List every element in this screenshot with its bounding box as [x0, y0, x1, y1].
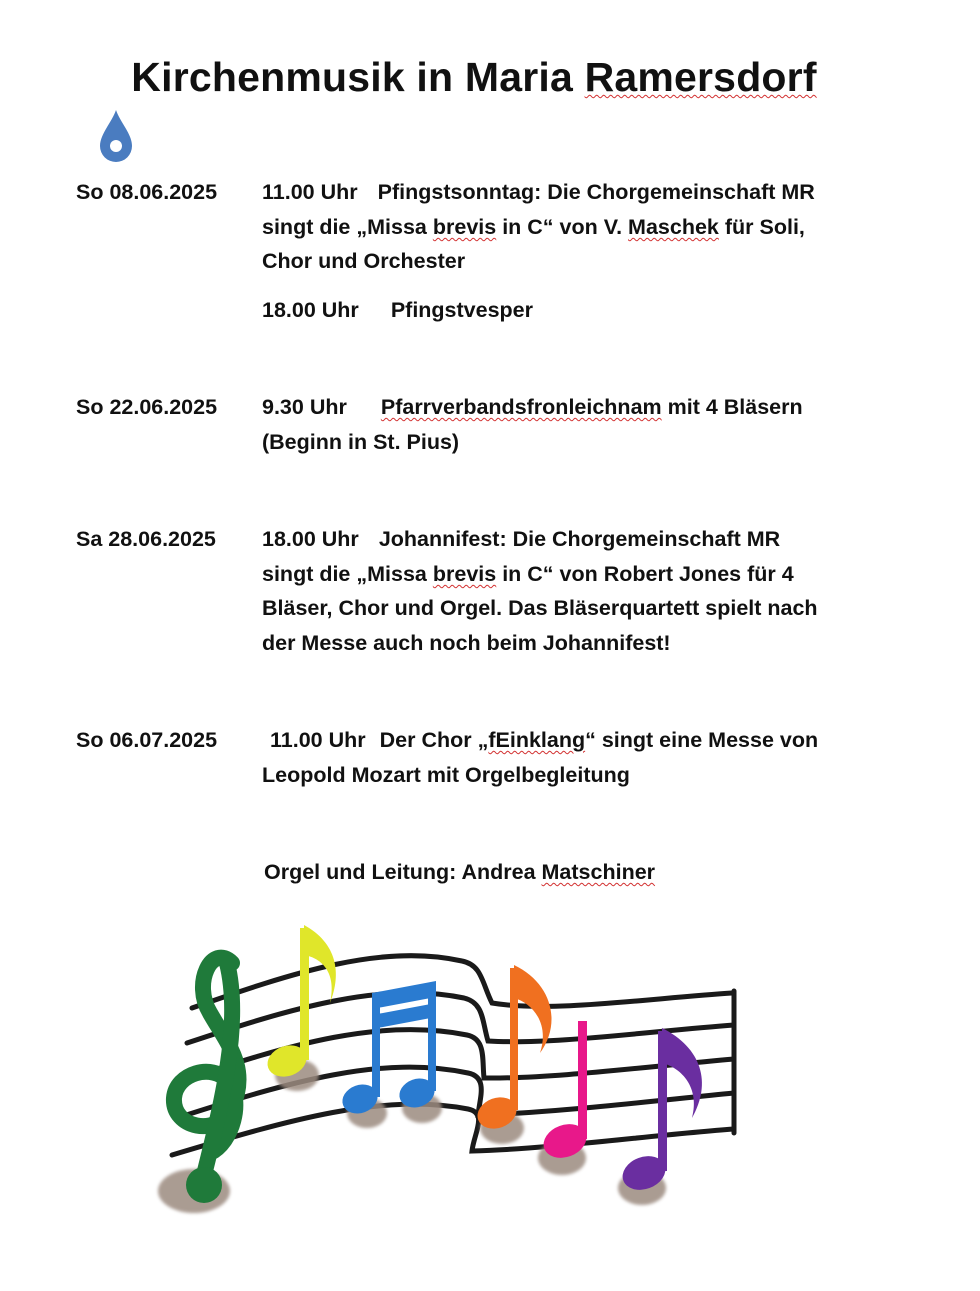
- event-line: 18.00 Uhr Johannifest: Die Chorgemeinschaft MR: [262, 527, 781, 551]
- event-line: singt die „Missa brevis in C“ von Robert Jones für 4: [262, 562, 794, 586]
- event-line: Bläser, Chor und Orgel. Das Bläserquartett spielt nach: [262, 596, 818, 620]
- event-line: 18.00 Uhr Pfingstvesper: [262, 298, 533, 322]
- event-line: Chor und Orchester: [262, 249, 466, 273]
- event-line: der Messe auch noch beim Johannifest!: [262, 631, 671, 655]
- event-date: Sa 28.06.2025: [76, 527, 216, 551]
- event-line: 9.30 Uhr Pfarrverbandsfronleichnam mit 4 Bläsern: [262, 395, 803, 419]
- event-line: 11.00 Uhr Pfingstsonntag: Die Chorgemeinschaft MR: [262, 180, 815, 204]
- event-line: (Beginn in St. Pius): [262, 430, 460, 454]
- event-date: So 06.07.2025: [76, 728, 218, 752]
- footer-credit: Orgel und Leitung: Andrea Matschiner: [264, 860, 656, 884]
- page-title: Kirchenmusik in Maria Ramersdorf: [131, 54, 817, 100]
- event-line: 11.00 Uhr Der Chor „fEinklang“ singt eine Messe von: [270, 728, 819, 752]
- event-line: singt die „Missa brevis in C“ von V. Maschek für Soli,: [262, 215, 805, 239]
- water-drop-icon: [98, 108, 134, 164]
- music-notes-illustration: [132, 903, 750, 1225]
- event-date: So 08.06.2025: [76, 180, 218, 204]
- event-line: Leopold Mozart mit Orgelbegleitung: [262, 763, 630, 787]
- event-date: So 22.06.2025: [76, 395, 218, 419]
